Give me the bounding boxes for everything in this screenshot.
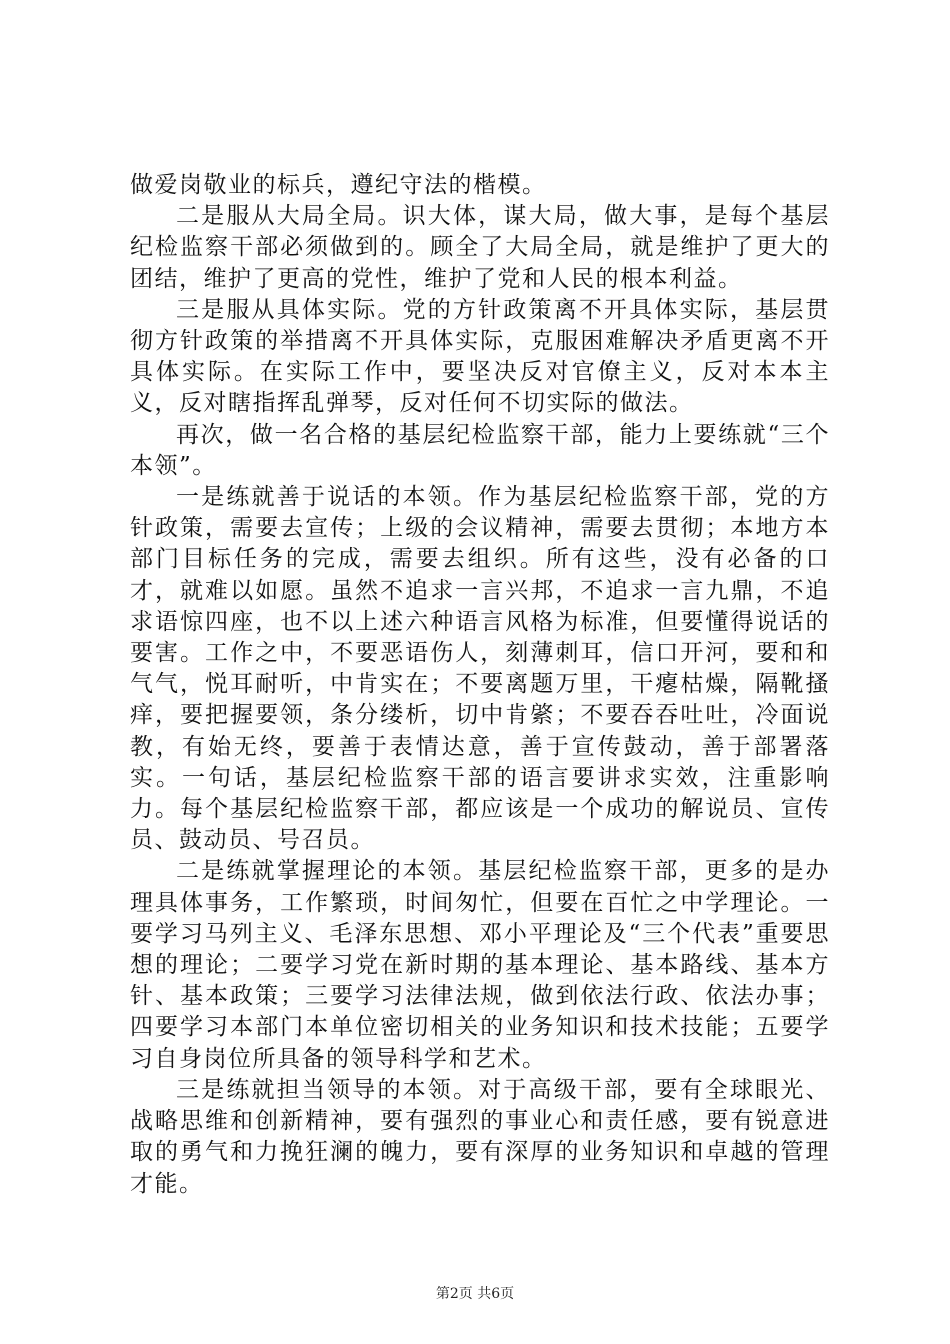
paragraph-leadership-skill: 三是练就担当领导的本领。对于高级干部，要有全球眼光、战略思维和创新精神，要有强烈的事业心和责任感，要有锐意进取的勇气和力挽狂澜的魄力，要有深厚的业务知识和卓越的管理才能。 — [130, 1076, 830, 1197]
paragraph-speaking-skill: 一是练就善于说话的本领。作为基层纪检监察干部，党的方针政策，需要去宣传；上级的会议精神，需要去贯彻；本地方本部门目标任务的完成，需要去组织。所有这些，没有必备的口才，就难以如愿。虽然不追求一言兴邦，不追求一言九鼎，不追求语惊四座，也不以上述六种语言风格为标准，但要懂得说话的要害。工作之中，不要恶语伤人，刻薄刺耳，信口开河，要和和气气，悦耳耐听，中肯实在；不要离题万里，干瘪枯燥，隔靴搔痒，要把握要领，条分缕析，切中肯綮；不要吞吞吐吐，冷面说教，有始无终，要善于表情达意，善于宣传鼓动，善于部署落实。一句话，基层纪检监察干部的语言要讲求实效，注重影响力。每个基层纪检监察干部，都应该是一个成功的解说员、宣传员、鼓动员、号召员。 — [130, 484, 830, 854]
document-body — [130, 170, 830, 1200]
paragraph-obey-overall: 二是服从大局全局。识大体，谋大局，做大事，是每个基层纪检监察干部必须做到的。顾全了大局全局，就是维护了更大的团结，维护了更高的党性，维护了党和人民的根本利益。 — [130, 203, 830, 292]
paragraph-continuation: 做爱岗敬业的标兵，遵纪守法的楷模。 — [130, 172, 547, 198]
paragraph-three-skills-intro: 再次，做一名合格的基层纪检监察干部，能力上要练就“三个本领”。 — [130, 421, 830, 479]
page-number: 第2页 共6页 — [435, 1286, 515, 1302]
paragraph-theory-skill: 二是练就掌握理论的本领。基层纪检监察干部，更多的是办理具体事务，工作繁琐，时间匆忙，但要在百忙之中学理论。一要学习马列主义、毛泽东思想、邓小平理论及“三个代表”重要思想的理论；二要学习党在新时期的基本理论、基本路线、基本方针、基本政策；三要学习法律法规，做到依法行政、依法办事；四要学习本部门本单位密切相关的业务知识和技术技能；五要学习自身岗位所具备的领导科学和艺术。 — [130, 858, 830, 1072]
paragraph-obey-reality: 三是服从具体实际。党的方针政策离不开具体实际，基层贯彻方针政策的举措离不开具体实际，克服困难解决矛盾更离不开具体实际。在实际工作中，要坚决反对官僚主义，反对本本主义，反对瞎指挥乱弹琴，反对任何不切实际的做法。 — [130, 296, 830, 417]
page-footer — [0, 1283, 950, 1303]
